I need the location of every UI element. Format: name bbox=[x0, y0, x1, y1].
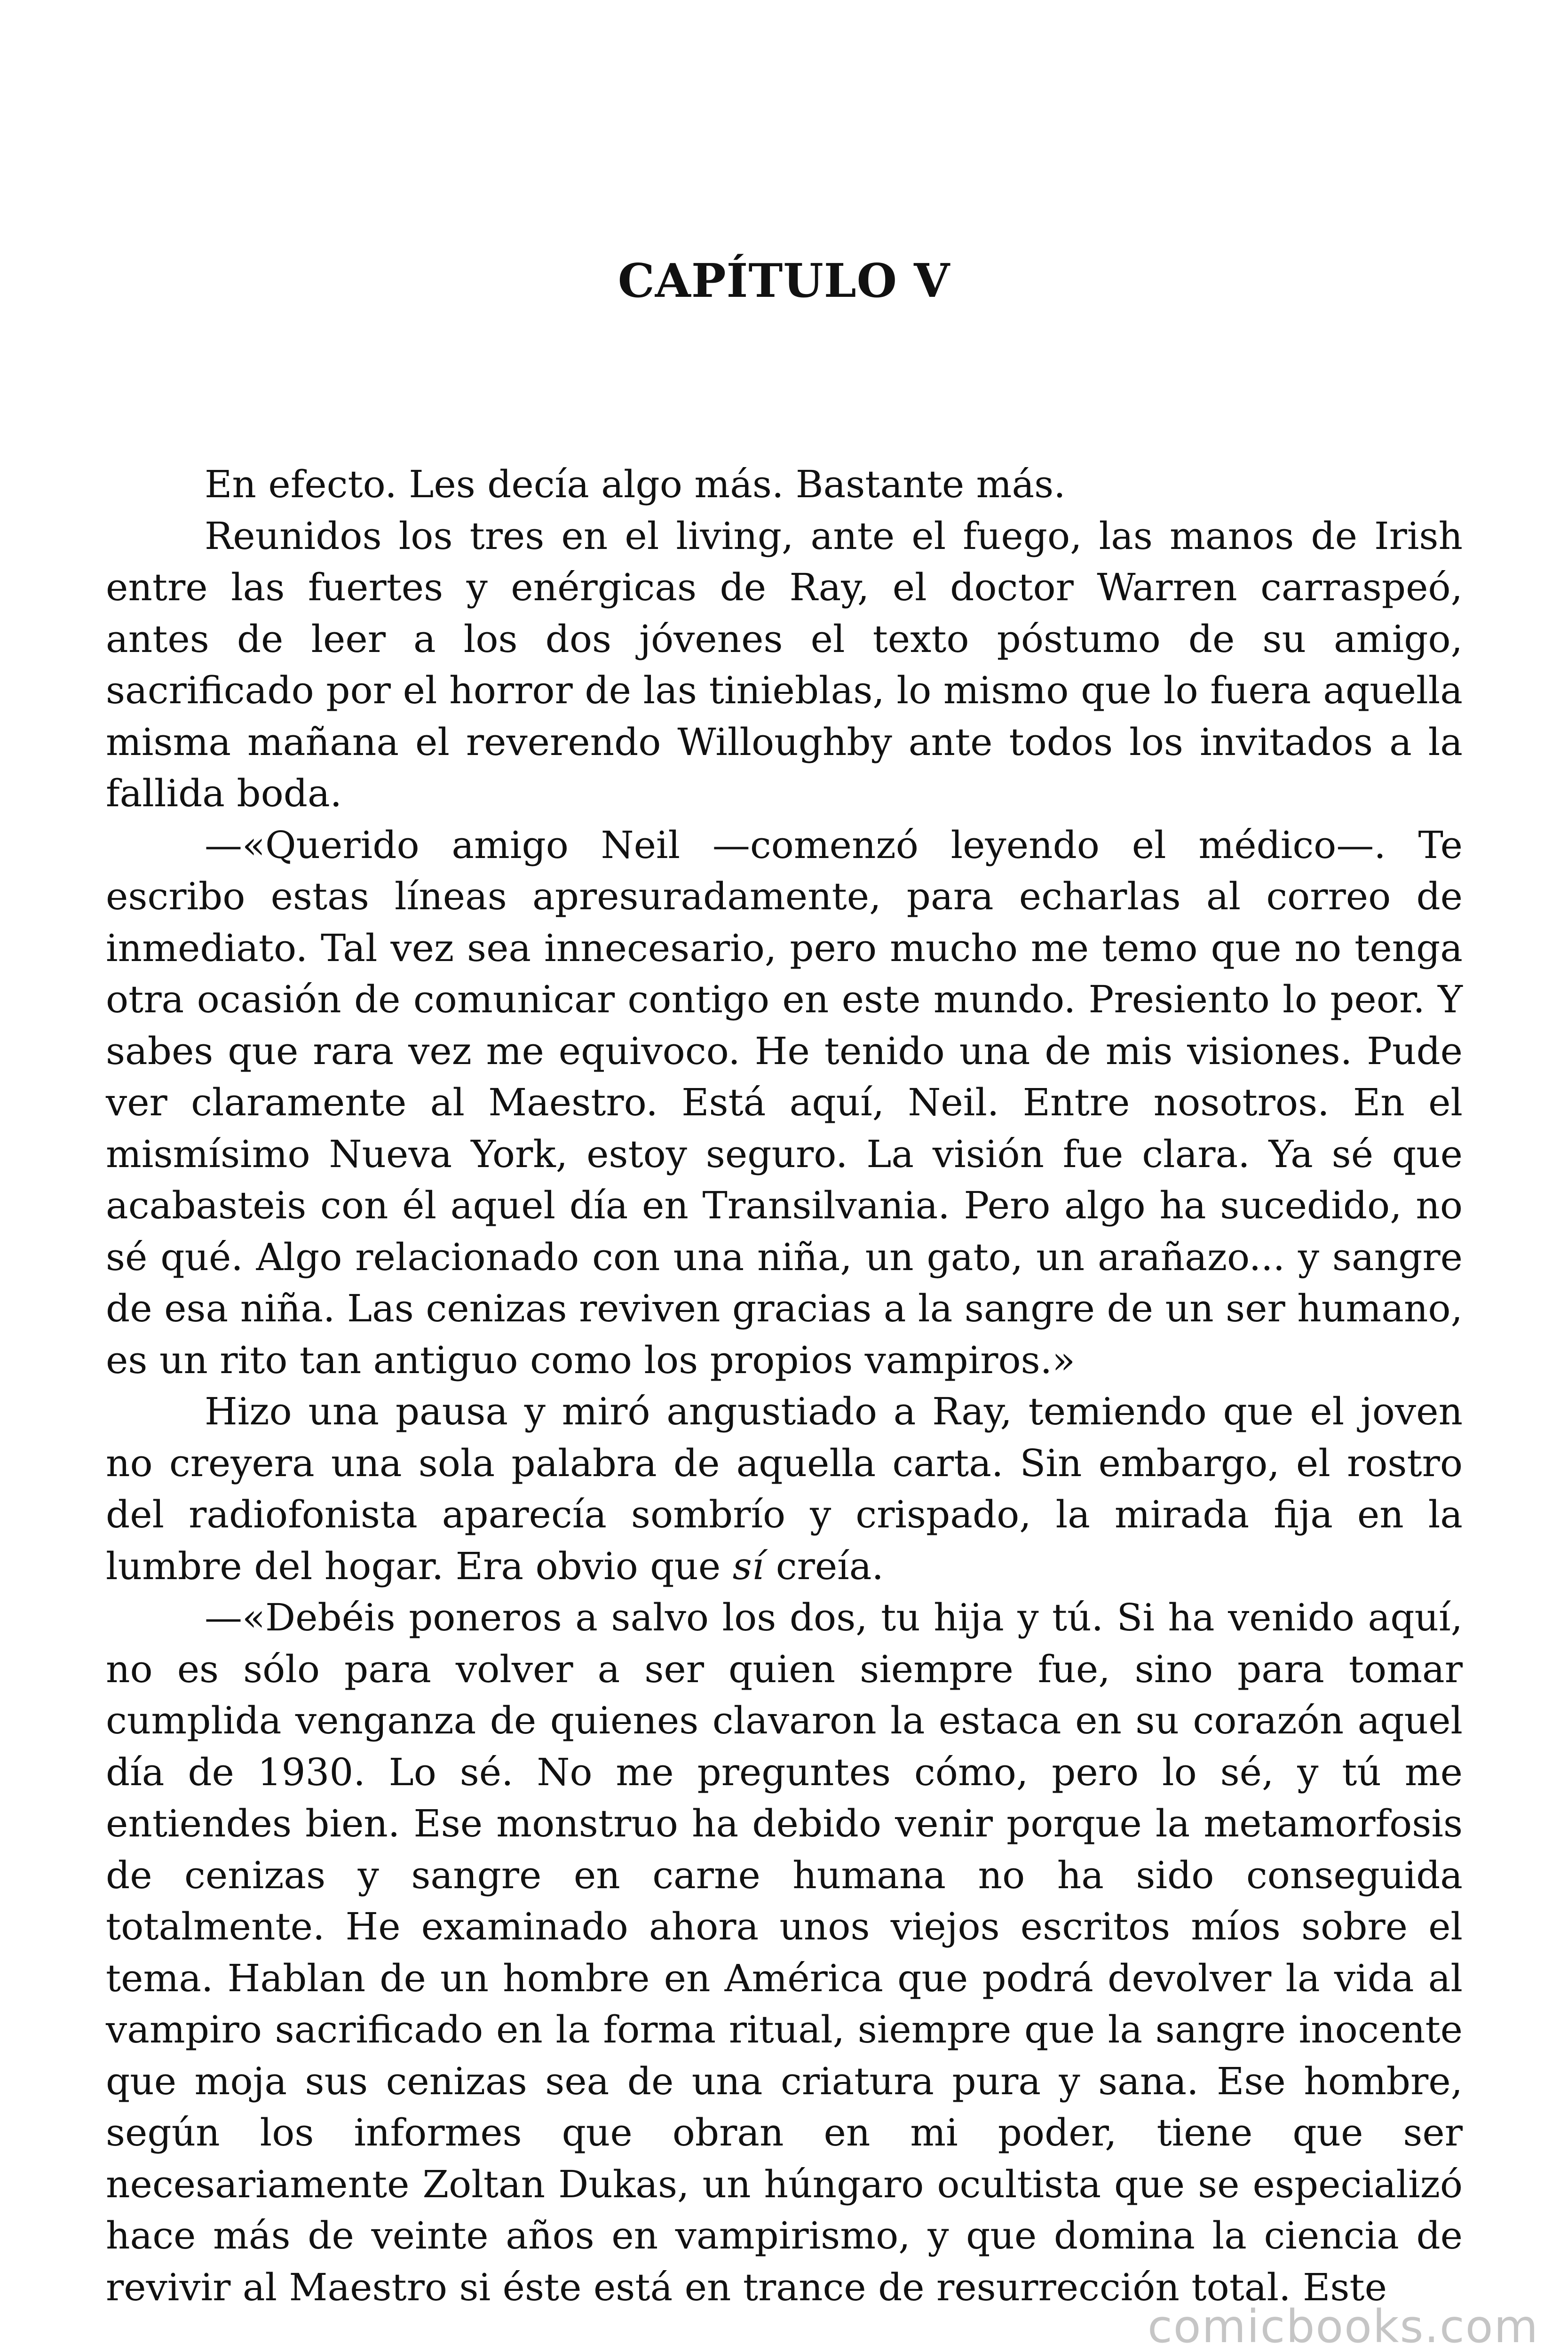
chapter-title: CAPÍTULO V bbox=[618, 254, 950, 308]
paragraph: —«Querido amigo Neil —comenzó leyendo el médico—. Te escribo estas líneas apresuradamente, para echarlas al correo de inmediato. Tal vez sea innecesario, pero mucho me temo que no tenga otra ocasión de comunicar contigo en este mundo. Presiento lo peor. Y sabes que rara vez me equivoco. He tenido una de mis visiones. Pude ver claramente al Maestro. Está aquí, Neil. Entre nosotros. En el mismísimo Nueva York, estoy seguro. La visión fue clara. Ya sé que acabasteis con él aquel día en Transilvania. Pero algo ha sucedido, no sé qué. Algo relacionado con una niña, un gato, un arañazo... y sangre de esa niña. Las cenizas reviven gracias a la sangre de un ser humano, es un rito tan antiguo como los propios vampiros.» bbox=[106, 823, 1463, 1382]
paragraph: —«Debéis poneros a salvo los dos, tu hija y tú. Si ha venido aquí, no es sólo para volver a ser quien siempre fue, sino para tomar cumplida venganza de quienes clavaron la estaca en su corazón aquel día de 1930. Lo sé. No me preguntes cómo, pero lo sé, y tú me entiendes bien. Ese monstruo ha debido venir porque la metamorfosis de cenizas y sangre en carne humana no ha sido conseguida totalmente. He examinado ahora unos viejos escritos míos sobre el tema. Hablan de un hombre en América que podrá devolver la vida al vampiro sacrificado en la forma ritual, siempre que la sangre inocente que moja sus cenizas sea de una criatura pura y sana. Ese hombre, según los informes que obran en mi poder, tiene que ser necesariamente Zoltan Dukas, un húngaro ocultista que se especializó hace más de veinte años en vampirismo, y que domina la ciencia de revivir al Maestro si éste está en trance de resurrección total. Este bbox=[106, 1596, 1463, 2309]
paragraph: En efecto. Les decía algo más. Bastante más. bbox=[205, 462, 1066, 506]
italic-word: sí bbox=[732, 1544, 764, 1588]
paragraph: Reunidos los tres en el living, ante el fuego, las manos de Irish entre las fuertes y enérgicas de Ray, el doctor Warren carraspeó, antes de leer a los dos jóvenes el texto póstumo de su amigo, sacrificado por el horror de las tinieblas, lo mismo que lo fuera aquella misma mañana el reverendo Willoughby ante todos los invitados a la fallida boda. bbox=[106, 514, 1463, 815]
paragraph bbox=[106, 1386, 1463, 1592]
body-text bbox=[106, 459, 1463, 2313]
paragraph-text: creía. bbox=[764, 1544, 884, 1588]
watermark: comicbooks.com bbox=[1147, 2300, 1539, 2352]
paragraph-text: Hizo una pausa y miró angustiado a Ray, temiendo que el joven no creyera una sola palabra de aquella carta. Sin embargo, el rostro del radiofonista aparecía sombrío y crispado, la mirada fija en la lumbre del hogar. Era obvio que bbox=[106, 1390, 1463, 1588]
